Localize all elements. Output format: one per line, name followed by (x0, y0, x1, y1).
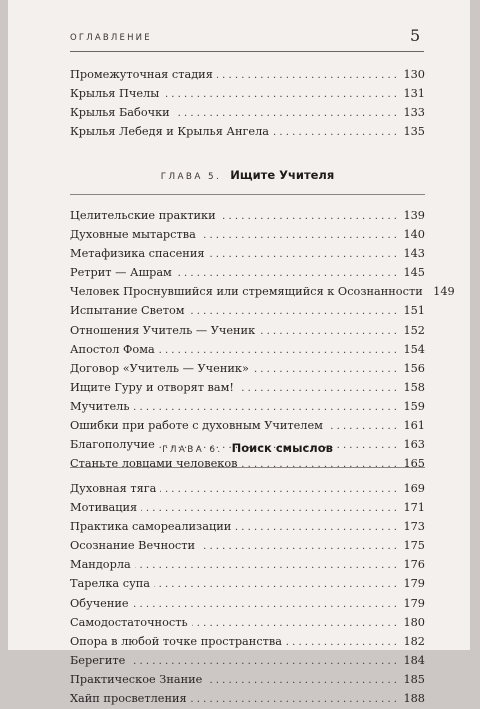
toc-entry-page: 135 (403, 125, 425, 139)
toc-entry-page: 143 (403, 247, 425, 261)
dot-leader (160, 480, 397, 499)
toc-entry-page: 173 (403, 520, 425, 534)
dot-leader (259, 322, 397, 341)
toc-entry-title: Благополучие (70, 438, 155, 452)
toc-entry (70, 632, 425, 651)
toc-entry-title: Крылья Бабочки (70, 106, 170, 120)
dot-leader (176, 264, 397, 283)
book-page (8, 0, 470, 706)
toc-entry (70, 84, 425, 103)
toc-entry-list (70, 65, 425, 141)
toc-entry-page: 171 (403, 501, 425, 515)
toc-entry-title: Духовная тяга (70, 482, 157, 495)
dot-leader (141, 499, 397, 518)
dot-leader (200, 226, 397, 245)
toc-entry-page: 149 (433, 285, 455, 299)
dot-leader (163, 85, 397, 104)
toc-entry (70, 498, 425, 517)
toc-entry (70, 594, 425, 613)
dot-leader (238, 379, 397, 398)
toc-entry-title: Практика самореализации (70, 520, 232, 534)
section-divider (70, 194, 425, 195)
toc-chapter-5 (70, 163, 455, 473)
toc-entry-page: 152 (403, 323, 425, 337)
dot-leader (220, 207, 397, 226)
toc-entry (70, 536, 425, 555)
toc-entry (70, 670, 425, 689)
header-rule (70, 51, 424, 52)
toc-entry-page: 156 (403, 361, 425, 375)
page-number: 5 (410, 26, 421, 45)
chapter-number: ГЛАВА 6. (162, 445, 223, 455)
toc-entry (70, 479, 425, 498)
toc-section-continued (70, 65, 425, 141)
toc-entry-page: 151 (403, 304, 425, 318)
toc-entry (70, 651, 425, 670)
toc-entry (70, 225, 425, 244)
dot-leader (199, 537, 397, 556)
toc-entry-title: Испытание Светом (70, 304, 185, 318)
toc-entry-page: 133 (403, 106, 425, 120)
dot-leader (273, 123, 397, 142)
dot-leader (129, 652, 397, 671)
toc-entry-title: Берегите (70, 653, 126, 667)
toc-entry (70, 122, 425, 141)
toc-entry (70, 416, 425, 435)
toc-entry-page: 179 (403, 596, 425, 610)
toc-entry-page: 188 (403, 692, 425, 706)
dot-leader (159, 341, 397, 360)
toc-entry-title: Промежуточная стадия (70, 68, 213, 81)
toc-entry-page: 131 (403, 87, 425, 101)
toc-entry-title: Крылья Пчелы (70, 87, 160, 101)
toc-entry-title: Договор «Учитель — Ученик» (70, 361, 249, 375)
dot-leader (286, 633, 397, 652)
running-head: ОГЛАВЛЕНИЕ (70, 33, 152, 43)
dot-leader (133, 595, 397, 614)
dot-leader (154, 575, 397, 594)
toc-entry-page: 180 (403, 615, 425, 629)
dot-leader (133, 398, 397, 417)
toc-entry (70, 321, 425, 340)
toc-entry-page: 140 (403, 228, 425, 242)
toc-entry-title: Отношения Учитель — Ученик (70, 323, 256, 337)
toc-entry-list (70, 206, 455, 473)
toc-entry (70, 263, 425, 282)
toc-entry (70, 301, 425, 320)
toc-entry-title: Апостол Фома (70, 342, 155, 356)
toc-entry-title: Метафизика спасения (70, 247, 205, 261)
dot-leader (217, 66, 397, 85)
chapter-heading (70, 436, 425, 457)
toc-entry-title: Целительские практики (70, 209, 216, 222)
toc-entry-page: 165 (403, 457, 425, 471)
toc-entry (70, 340, 425, 359)
toc-entry-page: 154 (403, 342, 425, 356)
toc-entry-title: Духовные мытарства (70, 228, 196, 242)
toc-entry (70, 397, 425, 416)
dot-leader (174, 104, 397, 123)
toc-entry-page: 158 (403, 380, 425, 394)
toc-entry (70, 689, 425, 708)
toc-entry (70, 103, 425, 122)
toc-entry (70, 359, 425, 378)
toc-entry-page: 182 (403, 634, 425, 648)
toc-entry-title: Крылья Лебедя и Крылья Ангела (70, 125, 270, 139)
section-divider (70, 467, 425, 468)
toc-entry-title: Опора в любой точке пространства (70, 634, 282, 648)
dot-leader (208, 245, 397, 264)
toc-entry-title: Практическое Знание (70, 672, 203, 686)
toc-chapter-6 (70, 436, 425, 708)
toc-entry (70, 378, 425, 397)
toc-entry-title: Ошибки при работе с духовным Учителем (70, 419, 323, 433)
toc-entry (70, 65, 425, 84)
toc-entry-title: Обучение (70, 596, 129, 610)
toc-entry-page: 184 (403, 653, 425, 667)
toc-entry-title: Мотивация (70, 501, 138, 515)
toc-entry (70, 574, 425, 593)
toc-entry (70, 517, 425, 536)
toc-entry-page: 130 (403, 68, 425, 81)
toc-entry-list (70, 479, 425, 708)
toc-entry-page: 159 (403, 399, 425, 413)
toc-entry-title: Ретрит — Ашрам (70, 266, 172, 280)
dot-leader (189, 302, 397, 321)
toc-entry-page: 185 (403, 672, 425, 686)
toc-entry-page: 175 (403, 539, 425, 553)
dot-leader (235, 518, 397, 537)
toc-entry-title: Осознание Вечности (70, 539, 196, 553)
toc-entry-page: 169 (403, 482, 425, 495)
toc-entry (70, 613, 425, 632)
toc-entry-title: Самодостаточность (70, 615, 188, 629)
toc-entry (70, 282, 455, 301)
toc-entry-title: Мандорла (70, 558, 131, 572)
dot-leader (192, 614, 397, 633)
toc-entry (70, 206, 425, 225)
toc-entry-title: Тарелка супа (70, 577, 150, 591)
dot-leader (206, 671, 397, 690)
toc-entry-page: 163 (403, 438, 425, 452)
chapter-title: Поиск смыслов (231, 441, 333, 455)
toc-entry-title: Мучитель (70, 399, 130, 413)
toc-entry (70, 555, 425, 574)
toc-entry-title: Человек Проснувшийся или стремящийся к Осознанности (70, 285, 423, 299)
dot-leader (253, 360, 397, 379)
toc-entry-title: Станьте ловцами человеков (70, 457, 238, 471)
toc-entry-page: 179 (403, 577, 425, 591)
dot-leader (135, 556, 397, 575)
chapter-heading (70, 163, 425, 184)
toc-entry-page: 145 (403, 266, 425, 280)
chapter-title: Ищите Учителя (230, 168, 335, 182)
chapter-number: ГЛАВА 5. (160, 172, 222, 182)
toc-entry-title: Хайп просветления (70, 692, 187, 706)
toc-entry-title: Ищите Гуру и отворят вам! (70, 380, 234, 394)
dot-leader (327, 417, 397, 436)
toc-entry (70, 244, 425, 263)
toc-entry-page: 139 (403, 209, 425, 222)
toc-entry-page: 176 (403, 558, 425, 572)
dot-leader (191, 690, 397, 709)
toc-entry-page: 161 (403, 419, 425, 433)
